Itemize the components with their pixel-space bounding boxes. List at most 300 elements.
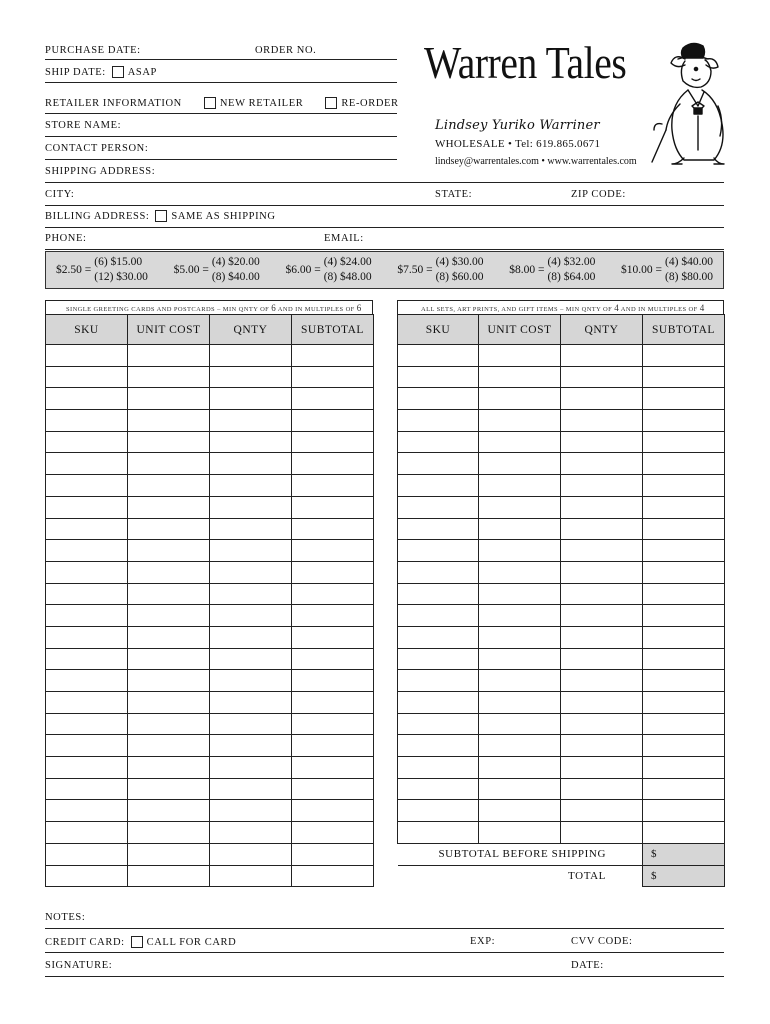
unit-cost-cell[interactable] bbox=[479, 410, 561, 432]
unit-cost-cell[interactable] bbox=[479, 540, 561, 562]
qnty-cell[interactable] bbox=[561, 431, 643, 453]
subtotal-cell[interactable] bbox=[643, 822, 725, 844]
unit-cost-cell[interactable] bbox=[128, 865, 210, 887]
sku-cell[interactable] bbox=[46, 410, 128, 432]
table-row bbox=[398, 800, 725, 822]
qnty-cell[interactable] bbox=[561, 496, 643, 518]
table-row bbox=[46, 605, 374, 627]
purchase-date-line[interactable] bbox=[45, 59, 397, 60]
sku-cell[interactable] bbox=[398, 561, 479, 583]
total-label: TOTAL bbox=[398, 865, 643, 887]
sku-cell[interactable] bbox=[46, 453, 128, 475]
subtotal-cell[interactable] bbox=[643, 626, 725, 648]
table-row bbox=[46, 843, 374, 865]
order-no-label: ORDER NO. bbox=[255, 45, 317, 56]
subtotal-cell[interactable] bbox=[643, 670, 725, 692]
unit-cost-cell[interactable] bbox=[128, 648, 210, 670]
table-row bbox=[398, 366, 725, 388]
same-as-shipping-label: SAME AS SHIPPING bbox=[171, 210, 276, 222]
unit-cost-cell[interactable] bbox=[479, 800, 561, 822]
subtotal-cell[interactable] bbox=[643, 431, 725, 453]
qnty-cell[interactable] bbox=[210, 670, 292, 692]
subtotal-cell[interactable] bbox=[643, 540, 725, 562]
sku-cell[interactable] bbox=[398, 822, 479, 844]
sku-cell[interactable] bbox=[46, 431, 128, 453]
new-retailer-label: NEW RETAILER bbox=[219, 97, 304, 109]
unit-cost-cell[interactable] bbox=[128, 475, 210, 497]
sku-cell[interactable] bbox=[398, 453, 479, 475]
price-qty-a: (4) $32.00 bbox=[547, 256, 596, 268]
subtotal-cell[interactable] bbox=[643, 496, 725, 518]
table-row bbox=[398, 735, 725, 757]
signature-label: SIGNATURE: bbox=[45, 960, 113, 971]
qnty-cell[interactable] bbox=[210, 626, 292, 648]
table-row bbox=[398, 670, 725, 692]
subtotal-cell[interactable] bbox=[643, 757, 725, 779]
qnty-cell[interactable] bbox=[210, 800, 292, 822]
wholesale-phone: WHOLESALE • Tel: 619.865.0671 bbox=[435, 138, 601, 150]
table-row bbox=[398, 540, 725, 562]
col-qnty: QNTY bbox=[210, 315, 292, 345]
subtotal-cell[interactable] bbox=[292, 605, 374, 627]
subtotal-cell[interactable] bbox=[292, 648, 374, 670]
subtotal-cell[interactable] bbox=[292, 540, 374, 562]
subtotal-cell[interactable] bbox=[292, 822, 374, 844]
sku-cell[interactable] bbox=[398, 540, 479, 562]
store-name-line[interactable] bbox=[45, 136, 397, 137]
sku-cell[interactable] bbox=[398, 518, 479, 540]
table-row bbox=[46, 865, 374, 887]
unit-cost-cell[interactable] bbox=[128, 605, 210, 627]
unit-cost-cell[interactable] bbox=[128, 453, 210, 475]
qnty-cell[interactable] bbox=[561, 648, 643, 670]
sku-cell[interactable] bbox=[46, 518, 128, 540]
shipping-address-line[interactable] bbox=[45, 182, 724, 183]
price-item bbox=[397, 255, 483, 285]
price-item bbox=[56, 255, 148, 285]
subtotal-cell[interactable] bbox=[643, 713, 725, 735]
price-qty-b: (12) $30.00 bbox=[94, 271, 148, 283]
date-label: DATE: bbox=[571, 960, 604, 971]
sku-cell[interactable] bbox=[46, 865, 128, 887]
qnty-cell[interactable] bbox=[561, 757, 643, 779]
sku-cell[interactable] bbox=[398, 496, 479, 518]
sku-cell[interactable] bbox=[46, 561, 128, 583]
price-qty-a: (4) $20.00 bbox=[211, 256, 260, 268]
qnty-cell[interactable] bbox=[561, 410, 643, 432]
subtotal-cell[interactable] bbox=[643, 388, 725, 410]
price-item bbox=[285, 255, 371, 285]
unit-cost-cell[interactable] bbox=[479, 692, 561, 714]
sku-cell[interactable] bbox=[46, 648, 128, 670]
price-qty-a: (4) $24.00 bbox=[323, 256, 372, 268]
subtotal-cell[interactable] bbox=[292, 518, 374, 540]
subtotal-cell[interactable] bbox=[292, 692, 374, 714]
table-row bbox=[46, 778, 374, 800]
subtotal-cell[interactable] bbox=[643, 410, 725, 432]
qnty-cell[interactable] bbox=[210, 561, 292, 583]
subtotal-cell[interactable] bbox=[292, 475, 374, 497]
sku-cell[interactable] bbox=[398, 345, 479, 367]
qnty-cell[interactable] bbox=[561, 778, 643, 800]
subtotal-cell[interactable] bbox=[292, 713, 374, 735]
subtotal-cell[interactable] bbox=[292, 735, 374, 757]
qnty-cell[interactable] bbox=[561, 692, 643, 714]
qnty-cell[interactable] bbox=[210, 757, 292, 779]
qnty-cell[interactable] bbox=[210, 518, 292, 540]
price-qty-a: (4) $30.00 bbox=[435, 256, 484, 268]
price-item bbox=[509, 255, 595, 285]
retailer-info-line bbox=[45, 113, 397, 114]
sku-cell[interactable] bbox=[398, 626, 479, 648]
notes-line[interactable] bbox=[45, 928, 724, 929]
unit-cost-cell[interactable] bbox=[128, 496, 210, 518]
qnty-cell[interactable] bbox=[210, 540, 292, 562]
unit-cost-cell[interactable] bbox=[128, 670, 210, 692]
unit-cost-cell[interactable] bbox=[128, 410, 210, 432]
subtotal-cell[interactable] bbox=[292, 626, 374, 648]
price-unit: $2.50 = bbox=[56, 264, 92, 276]
unit-cost-cell[interactable] bbox=[479, 626, 561, 648]
unit-cost-cell[interactable] bbox=[479, 713, 561, 735]
unit-cost-cell[interactable] bbox=[128, 366, 210, 388]
sku-cell[interactable] bbox=[46, 583, 128, 605]
sku-cell[interactable] bbox=[46, 366, 128, 388]
sku-cell[interactable] bbox=[398, 735, 479, 757]
qnty-cell[interactable] bbox=[561, 540, 643, 562]
reorder-checkbox[interactable] bbox=[325, 97, 337, 109]
price-qty-a: (6) $15.00 bbox=[94, 256, 143, 268]
call-for-card-label: CALL FOR CARD bbox=[146, 936, 237, 948]
subtotal-cell[interactable] bbox=[292, 778, 374, 800]
unit-cost-cell[interactable] bbox=[128, 800, 210, 822]
table-row bbox=[398, 626, 725, 648]
subtotal-cell[interactable] bbox=[643, 605, 725, 627]
col-unit-cost: UNIT COST bbox=[479, 315, 561, 345]
table-row bbox=[398, 778, 725, 800]
sku-cell[interactable] bbox=[398, 410, 479, 432]
unit-cost-cell[interactable] bbox=[128, 561, 210, 583]
qnty-cell[interactable] bbox=[561, 475, 643, 497]
same-as-shipping-checkbox[interactable] bbox=[155, 210, 167, 222]
retailer-info-label: RETAILER INFORMATION bbox=[45, 97, 182, 109]
table-row bbox=[46, 388, 374, 410]
subtotal-cell[interactable] bbox=[643, 561, 725, 583]
ship-date-line[interactable] bbox=[45, 82, 397, 83]
qnty-cell[interactable] bbox=[210, 453, 292, 475]
unit-cost-cell[interactable] bbox=[128, 778, 210, 800]
cvv-label: CVV CODE: bbox=[571, 936, 633, 947]
subtotal-cell[interactable] bbox=[643, 735, 725, 757]
unit-cost-cell[interactable] bbox=[128, 388, 210, 410]
unit-cost-cell[interactable] bbox=[128, 713, 210, 735]
sku-cell[interactable] bbox=[398, 800, 479, 822]
subtotal-cell[interactable] bbox=[292, 670, 374, 692]
store-name-label: STORE NAME: bbox=[45, 120, 122, 131]
subtotal-before-shipping-value[interactable]: $ bbox=[643, 843, 725, 865]
qnty-cell[interactable] bbox=[561, 366, 643, 388]
sku-cell[interactable] bbox=[398, 713, 479, 735]
subtotal-before-shipping-label: SUBTOTAL BEFORE SHIPPING bbox=[398, 843, 643, 865]
subtotal-cell[interactable] bbox=[643, 366, 725, 388]
subtotal-cell[interactable] bbox=[292, 431, 374, 453]
sku-cell[interactable] bbox=[46, 605, 128, 627]
sku-cell[interactable] bbox=[398, 388, 479, 410]
sku-cell[interactable] bbox=[398, 757, 479, 779]
unit-cost-cell[interactable] bbox=[479, 561, 561, 583]
unit-cost-cell[interactable] bbox=[479, 648, 561, 670]
qnty-cell[interactable] bbox=[210, 431, 292, 453]
price-item bbox=[621, 255, 713, 285]
subtotal-cell[interactable] bbox=[292, 800, 374, 822]
contact-person-line[interactable] bbox=[45, 159, 397, 160]
sku-cell[interactable] bbox=[46, 843, 128, 865]
subtotal-cell[interactable] bbox=[292, 345, 374, 367]
qnty-cell[interactable] bbox=[561, 453, 643, 475]
table-row bbox=[46, 822, 374, 844]
price-unit: $6.00 = bbox=[285, 264, 321, 276]
table-row bbox=[398, 822, 725, 844]
col-subtotal: SUBTOTAL bbox=[292, 315, 374, 345]
sku-cell[interactable] bbox=[398, 431, 479, 453]
subtotal-cell[interactable] bbox=[643, 583, 725, 605]
col-qnty: QNTY bbox=[561, 315, 643, 345]
table-row bbox=[46, 735, 374, 757]
col-sku: SKU bbox=[46, 315, 128, 345]
phone-label: PHONE: bbox=[45, 233, 87, 244]
unit-cost-cell[interactable] bbox=[128, 540, 210, 562]
sku-cell[interactable] bbox=[398, 670, 479, 692]
sku-cell[interactable] bbox=[46, 670, 128, 692]
sku-cell[interactable] bbox=[398, 648, 479, 670]
email-label: EMAIL: bbox=[324, 233, 364, 244]
subtotal-cell[interactable] bbox=[643, 345, 725, 367]
unit-cost-cell[interactable] bbox=[479, 583, 561, 605]
qnty-cell[interactable] bbox=[210, 475, 292, 497]
sku-cell[interactable] bbox=[46, 692, 128, 714]
billing-address-line[interactable] bbox=[45, 227, 724, 228]
table-row bbox=[46, 670, 374, 692]
ship-date-label: SHIP DATE: ASAP bbox=[45, 66, 157, 78]
unit-cost-cell[interactable] bbox=[479, 345, 561, 367]
table-row bbox=[398, 345, 725, 367]
sku-cell[interactable] bbox=[46, 475, 128, 497]
unit-cost-cell[interactable] bbox=[479, 822, 561, 844]
qnty-cell[interactable] bbox=[561, 561, 643, 583]
subtotal-cell[interactable] bbox=[292, 410, 374, 432]
price-qty-b: (8) $40.00 bbox=[211, 271, 260, 283]
table-row bbox=[398, 453, 725, 475]
qnty-cell[interactable] bbox=[561, 345, 643, 367]
contact-person-label: CONTACT PERSON: bbox=[45, 143, 149, 154]
qnty-cell[interactable] bbox=[561, 518, 643, 540]
unit-cost-cell[interactable] bbox=[128, 757, 210, 779]
subtotal-cell[interactable] bbox=[292, 453, 374, 475]
sku-cell[interactable] bbox=[398, 366, 479, 388]
qnty-cell[interactable] bbox=[210, 822, 292, 844]
subtotal-cell[interactable] bbox=[292, 388, 374, 410]
unit-cost-cell[interactable] bbox=[479, 778, 561, 800]
price-unit: $5.00 = bbox=[173, 264, 209, 276]
city-label: CITY: bbox=[45, 189, 75, 200]
exp-label: EXP: bbox=[470, 936, 496, 947]
call-for-card-checkbox[interactable] bbox=[131, 936, 143, 948]
subtotal-cell[interactable] bbox=[292, 843, 374, 865]
sets-prints-order-table bbox=[397, 314, 725, 887]
table-row bbox=[46, 626, 374, 648]
qnty-cell[interactable] bbox=[561, 388, 643, 410]
city-state-zip-line[interactable] bbox=[45, 205, 724, 206]
unit-cost-cell[interactable] bbox=[128, 843, 210, 865]
price-item bbox=[174, 255, 260, 285]
price-schedule-bar bbox=[45, 251, 724, 289]
reorder-label: RE-ORDER bbox=[341, 97, 399, 109]
subtotal-cell[interactable] bbox=[643, 453, 725, 475]
unit-cost-cell[interactable] bbox=[479, 431, 561, 453]
qnty-cell[interactable] bbox=[561, 605, 643, 627]
phone-email-line[interactable] bbox=[45, 249, 724, 250]
col-subtotal: SUBTOTAL bbox=[643, 315, 725, 345]
table-row bbox=[398, 388, 725, 410]
qnty-cell[interactable] bbox=[210, 345, 292, 367]
qnty-cell[interactable] bbox=[210, 692, 292, 714]
unit-cost-cell[interactable] bbox=[128, 345, 210, 367]
unit-cost-cell[interactable] bbox=[479, 388, 561, 410]
sku-cell[interactable] bbox=[46, 800, 128, 822]
table-row bbox=[398, 410, 725, 432]
sku-cell[interactable] bbox=[398, 778, 479, 800]
unit-cost-cell[interactable] bbox=[479, 475, 561, 497]
unit-cost-cell[interactable] bbox=[128, 692, 210, 714]
sku-cell[interactable] bbox=[398, 605, 479, 627]
sku-cell[interactable] bbox=[46, 345, 128, 367]
table-row bbox=[46, 345, 374, 367]
table-row bbox=[46, 583, 374, 605]
subtotal-cell[interactable] bbox=[292, 757, 374, 779]
unit-cost-cell[interactable] bbox=[128, 626, 210, 648]
sku-cell[interactable] bbox=[46, 626, 128, 648]
price-qty-a: (4) $40.00 bbox=[665, 256, 713, 268]
qnty-cell[interactable] bbox=[210, 735, 292, 757]
table-row bbox=[398, 583, 725, 605]
sku-cell[interactable] bbox=[398, 583, 479, 605]
subtotal-cell[interactable] bbox=[292, 865, 374, 887]
sku-cell[interactable] bbox=[398, 692, 479, 714]
table-row bbox=[46, 410, 374, 432]
unit-cost-cell[interactable] bbox=[479, 453, 561, 475]
right-table-caption-frame bbox=[397, 300, 724, 314]
subtotal-cell[interactable] bbox=[643, 800, 725, 822]
qnty-cell[interactable] bbox=[210, 605, 292, 627]
subtotal-cell[interactable] bbox=[292, 561, 374, 583]
asap-checkbox[interactable] bbox=[112, 66, 124, 78]
qnty-cell[interactable] bbox=[210, 496, 292, 518]
qnty-cell[interactable] bbox=[210, 778, 292, 800]
subtotal-cell[interactable] bbox=[292, 496, 374, 518]
sku-cell[interactable] bbox=[46, 757, 128, 779]
total-value[interactable]: $ bbox=[643, 865, 725, 887]
billing-address-label: BILLING ADDRESS: bbox=[45, 210, 150, 222]
unit-cost-cell[interactable] bbox=[128, 583, 210, 605]
subtotal-cell[interactable] bbox=[643, 648, 725, 670]
qnty-cell[interactable] bbox=[210, 388, 292, 410]
sku-cell[interactable] bbox=[46, 778, 128, 800]
qnty-cell[interactable] bbox=[561, 626, 643, 648]
subtotal-cell[interactable] bbox=[643, 778, 725, 800]
qnty-cell[interactable] bbox=[210, 366, 292, 388]
subtotal-cell[interactable] bbox=[643, 518, 725, 540]
table-row bbox=[46, 692, 374, 714]
sku-cell[interactable] bbox=[398, 475, 479, 497]
subtotal-cell[interactable] bbox=[292, 366, 374, 388]
table-row bbox=[46, 366, 374, 388]
sku-cell[interactable] bbox=[46, 496, 128, 518]
unit-cost-cell[interactable] bbox=[479, 735, 561, 757]
table-row bbox=[398, 561, 725, 583]
billing-address-row bbox=[45, 210, 276, 222]
new-retailer-checkbox[interactable] bbox=[204, 97, 216, 109]
qnty-cell[interactable] bbox=[210, 583, 292, 605]
qnty-cell[interactable] bbox=[210, 648, 292, 670]
unit-cost-cell[interactable] bbox=[479, 757, 561, 779]
table-row bbox=[46, 431, 374, 453]
unit-cost-cell[interactable] bbox=[128, 431, 210, 453]
signature-line[interactable] bbox=[45, 976, 724, 977]
col-unit-cost: UNIT COST bbox=[128, 315, 210, 345]
qnty-cell[interactable] bbox=[561, 735, 643, 757]
totals-row bbox=[398, 843, 725, 865]
table-row bbox=[398, 518, 725, 540]
col-sku: SKU bbox=[398, 315, 479, 345]
qnty-cell[interactable] bbox=[210, 843, 292, 865]
table-row bbox=[46, 518, 374, 540]
sku-cell[interactable] bbox=[46, 540, 128, 562]
sku-cell[interactable] bbox=[46, 735, 128, 757]
qnty-cell[interactable] bbox=[210, 410, 292, 432]
subtotal-cell[interactable] bbox=[643, 692, 725, 714]
sku-cell[interactable] bbox=[46, 713, 128, 735]
unit-cost-cell[interactable] bbox=[128, 822, 210, 844]
table-row bbox=[46, 561, 374, 583]
qnty-cell[interactable] bbox=[561, 713, 643, 735]
qnty-cell[interactable] bbox=[210, 865, 292, 887]
sku-cell[interactable] bbox=[46, 388, 128, 410]
unit-cost-cell[interactable] bbox=[479, 496, 561, 518]
unit-cost-cell[interactable] bbox=[479, 518, 561, 540]
qnty-cell[interactable] bbox=[561, 670, 643, 692]
subtotal-cell[interactable] bbox=[292, 583, 374, 605]
totals-row bbox=[398, 865, 725, 887]
left-table-caption: SINGLE GREETING CARDS AND POSTCARDS – MIN QNTY OF 6 AND IN MULTIPLES OF 6 bbox=[66, 303, 362, 313]
unit-cost-cell[interactable] bbox=[479, 366, 561, 388]
unit-cost-cell[interactable] bbox=[479, 670, 561, 692]
qnty-cell[interactable] bbox=[561, 800, 643, 822]
sku-cell[interactable] bbox=[46, 822, 128, 844]
qnty-cell[interactable] bbox=[561, 583, 643, 605]
subtotal-cell[interactable] bbox=[643, 475, 725, 497]
price-qty-b: (8) $48.00 bbox=[323, 271, 372, 283]
unit-cost-cell[interactable] bbox=[128, 518, 210, 540]
table-row bbox=[46, 757, 374, 779]
brand-name: Warren Tales bbox=[424, 37, 627, 88]
qnty-cell[interactable] bbox=[210, 713, 292, 735]
table-row bbox=[398, 431, 725, 453]
unit-cost-cell[interactable] bbox=[479, 605, 561, 627]
unit-cost-cell[interactable] bbox=[128, 735, 210, 757]
table-row bbox=[46, 713, 374, 735]
credit-card-line[interactable] bbox=[45, 952, 724, 953]
qnty-cell[interactable] bbox=[561, 822, 643, 844]
